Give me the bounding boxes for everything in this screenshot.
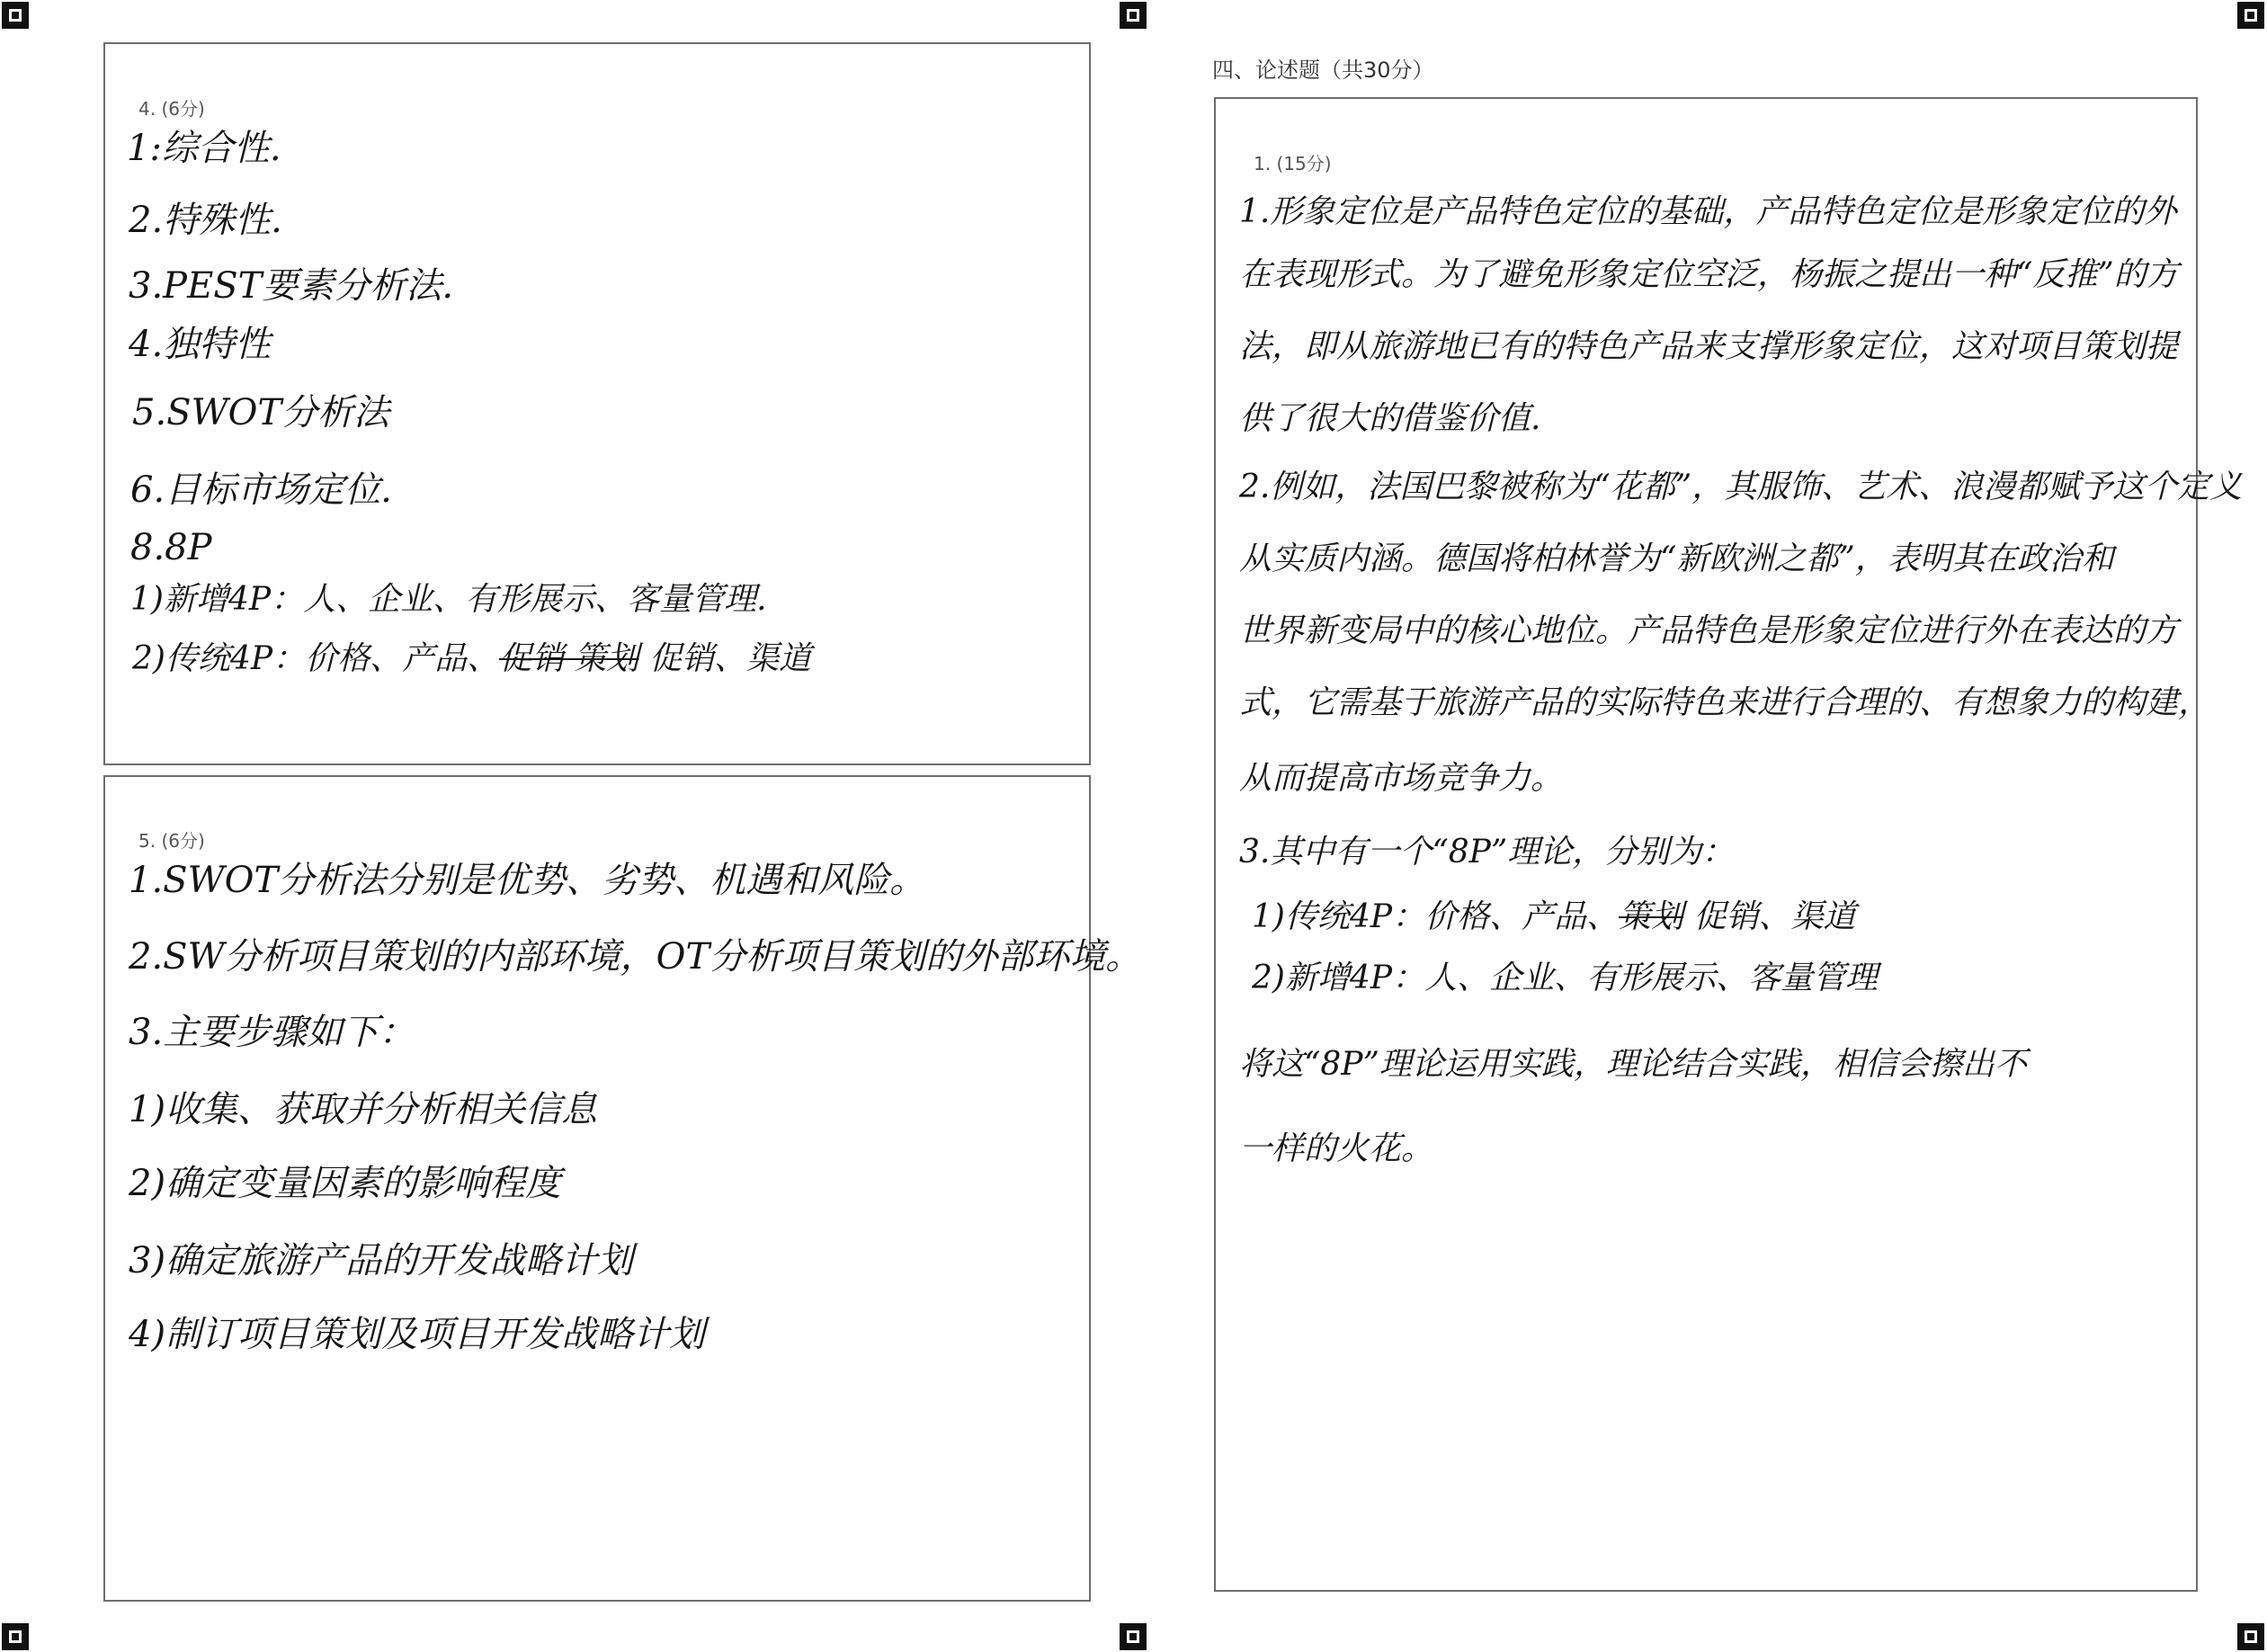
answer-line: 1.形象定位是产品特色定位的基础，产品特色定位是形象定位的外 bbox=[1239, 193, 2177, 230]
answer-text: 促销、渠道 bbox=[1693, 898, 1856, 935]
answer-line: 1)收集、获取并分析相关信息 bbox=[129, 1089, 598, 1130]
answer-text: 2)传统4P：价格、产品、 bbox=[132, 640, 500, 677]
answer-line: 1:综合性. bbox=[127, 128, 281, 169]
registration-marker-top-center bbox=[1120, 2, 1147, 29]
answer-line: 2.例如，法国巴黎被称为“花都”，其服饰、艺术、浪漫都赋予这个定义 bbox=[1239, 469, 2243, 505]
registration-marker-top-left bbox=[2, 2, 29, 29]
question-label: 4. (6分) bbox=[138, 98, 205, 120]
registration-marker-top-right bbox=[2237, 2, 2264, 29]
answer-text: 1)传统4P：价格、产品、 bbox=[1252, 898, 1620, 935]
answer-line: 4.独特性 bbox=[129, 324, 272, 365]
answer-box-essay1 bbox=[1214, 97, 2243, 1592]
answer-line: 供了很大的借鉴价值. bbox=[1239, 400, 1541, 437]
crossed-out-text: 策划 bbox=[1619, 898, 1684, 935]
answer-line: 1)新增4P：人、企业、有形展示、客量管理. bbox=[130, 581, 767, 618]
registration-marker-bottom-center bbox=[1120, 1623, 1147, 1650]
registration-marker-bottom-right bbox=[2237, 1623, 2264, 1650]
answer-line: 6.目标市场定位. bbox=[130, 469, 392, 511]
answer-text: 促销、渠道 bbox=[648, 640, 811, 677]
answer-line: 将这“8P”理论运用实践，理论结合实践，相信会擦出不 bbox=[1239, 1046, 2027, 1083]
crossed-out-text: 促销 策划 bbox=[499, 640, 639, 677]
answer-line: 4)制订项目策划及项目开发战略计划 bbox=[129, 1314, 706, 1355]
answer-box-q4 bbox=[103, 42, 1091, 765]
section-title: 四、论述题（共30分） bbox=[1212, 58, 1434, 83]
answer-line: 3.主要步骤如下： bbox=[129, 1012, 415, 1053]
registration-marker-bottom-left bbox=[2, 1623, 29, 1650]
answer-line: 1.SWOT分析法分别是优势、劣势、机遇和风险。 bbox=[129, 860, 926, 901]
answer-line: 法，即从旅游地已有的特色产品来支撑形象定位，这对项目策划提 bbox=[1239, 328, 2179, 365]
answer-line: 2.SW分析项目策划的内部环境，OT分析项目策划的外部环境。 bbox=[129, 936, 1142, 978]
answer-line: 2.特殊性. bbox=[129, 200, 282, 241]
answer-line: 在表现形式。为了避免形象定位空泛，杨振之提出一种“反推”的方 bbox=[1239, 256, 2179, 293]
question-label: 5. (6分) bbox=[138, 830, 205, 852]
answer-line: 式，它需基于旅游产品的实际特色来进行合理的、有想象力的构建， bbox=[1239, 684, 2211, 721]
answer-line: 一样的火花。 bbox=[1239, 1130, 1434, 1167]
answer-line bbox=[132, 640, 811, 677]
answer-line: 5.SWOT分析法 bbox=[132, 392, 390, 433]
answer-line: 8.8P bbox=[130, 527, 212, 568]
answer-line: 从而提高市场竞争力。 bbox=[1239, 760, 1564, 797]
answer-line: 世界新变局中的核心地位。产品特色是形象定位进行外在表达的方 bbox=[1239, 612, 2179, 649]
answer-line bbox=[1252, 898, 1856, 935]
answer-line: 从实质内涵。德国将柏林誉为“新欧洲之都”，表明其在政治和 bbox=[1239, 540, 2114, 577]
answer-line: 2)新增4P：人、企业、有形展示、客量管理 bbox=[1252, 960, 1879, 996]
answer-line: 3.PEST要素分析法. bbox=[129, 265, 454, 307]
answer-line: 3.其中有一个“8P”理论，分别为： bbox=[1239, 834, 1735, 871]
answer-line: 2)确定变量因素的影响程度 bbox=[129, 1163, 562, 1204]
answer-box-q5 bbox=[103, 775, 1142, 1602]
answer-line: 3)确定旅游产品的开发战略计划 bbox=[129, 1240, 634, 1281]
question-label: 1. (15分) bbox=[1254, 153, 1332, 174]
